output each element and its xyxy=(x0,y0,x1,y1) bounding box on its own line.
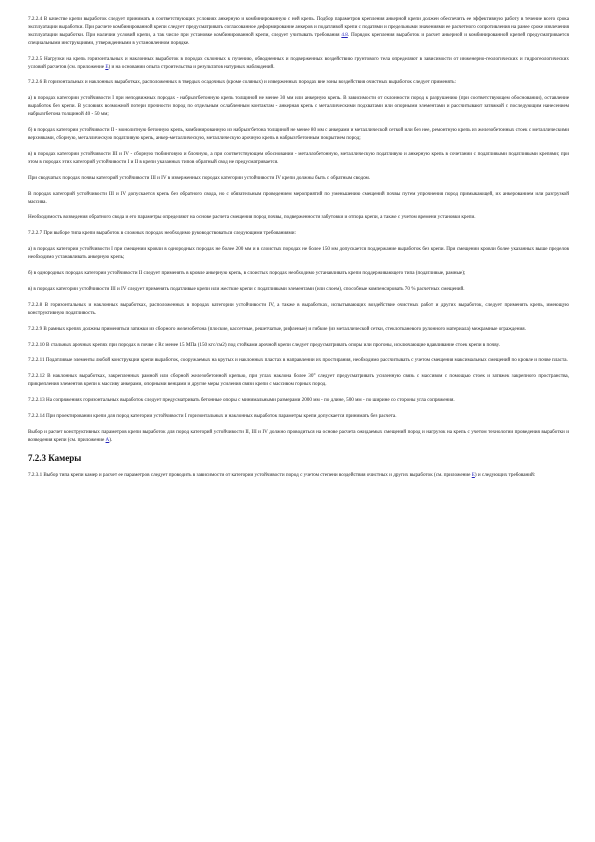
paragraph xyxy=(28,302,569,318)
paragraph xyxy=(28,429,569,445)
paragraph-text: 7.2.2.9 В рамных крепях должны применяться затяжки из сборного железобетона (плоские, кассетные, решетчатые, рифленые) и гибкие (из металлической сетки, стеклотканевого рулонного материала) межрамные ограждения. xyxy=(28,325,526,332)
paragraph xyxy=(28,79,569,87)
paragraph xyxy=(28,95,569,119)
paragraph-text: 7.2.2.12 В наклонных выработках, закрепленных рамной или сборной железобетонной крепью, при углах наклона более 30° следует предусматривать усиленную связь с массивом с помощью стоек и затяжек закрепного пространства, прикрепления элементов крепи к массиву анкерами, опорными венцами и другие меры усиления связи крепи с массивом горных пород. xyxy=(28,373,569,388)
paragraph xyxy=(28,191,569,207)
paragraph-text: б) в однородных породах категории устойчивости II следует применять в кровле анкерную крепь, в слоистых породах необходимо устанавливать крепи поддерживающего типа (податливые, рамные); xyxy=(28,270,466,277)
paragraph xyxy=(28,357,569,365)
reference-link[interactable]: 4.8 xyxy=(341,31,348,38)
paragraph-text: При сводчатых породах почвы категорий устойчивости III и IV в изверженных породах категории устойчивости IV крепи должны быть с обратным сводом. xyxy=(28,174,371,181)
paragraph xyxy=(28,56,569,72)
paragraph-text: Необходимость возведения обратного свода и его параметры определяют на основе расчета смещения пород почвы, подверженности забутовки и отпора крепи, а также с учетом времени установки крепи. xyxy=(28,214,476,221)
paragraph xyxy=(28,214,569,222)
paragraph-text: 7.2.2.4 В качестве крепи выработок следует принимать в соответствующих условиях анкерную и комбинированную с ней крепь. Подбор параметров крепления анкерной крепи должен обеспечить ее эффективную работу в течение всего срока эксплуатации выработки. При расчете комбинированной крепи следует предусматривать согласованное деформирование анкеров и податливой крепи с податями и предельными значениями ее расчетного сопротивления на ранее сроке извлечения эксплуатации выработки. При наличии условий крепи, а так числе при установке комбинированной крепи, следует учитывать требования xyxy=(28,16,569,38)
paragraph-text: 7.2.2.11 Податливые элементы любой конструкции крепи выработок, сооружаемых на крутых и наклонных пластах в направлении их простирания, необходимо рассчитывать с учетом смещения максимальных смещений по кровле и почве пласта. xyxy=(28,357,568,364)
paragraph xyxy=(28,373,569,389)
document-body xyxy=(28,16,569,488)
paragraph-text: а) в породах категории устойчивости I при смещении кровли в однородных породах не более 200 мм и в слоистых породах не более 150 мм допускается поддержание выработок без крепи. При смещении кровли более указанных выше пределов необходимо устанавливать анкерную крепь; xyxy=(28,246,569,261)
paragraph-text-tail: . Порядок крепления выработок и расчет анкерной и комбинированной крепей предусматривается специальными инструкциями, утвержденными в установленном порядке. xyxy=(28,31,569,46)
section-heading: 7.2.3 Камеры xyxy=(28,452,82,463)
paragraph xyxy=(28,326,569,334)
paragraph xyxy=(28,246,569,262)
paragraph xyxy=(28,175,569,183)
reference-link[interactable]: Е xyxy=(471,471,475,478)
paragraph-text-tail: ) и следующих требований: xyxy=(474,471,536,478)
paragraph xyxy=(28,230,569,238)
paragraph-text-tail: ) и на основании опыта строительства и результатов натурных наблюдений. xyxy=(108,63,275,70)
paragraph-text: 7.2.2.8 В горизонтальных и наклонных выработках, расположенных в породах категории устойчивости IV, а также в выработках, испытывающих воздействие очистных работ и других выработок, следует применять крепь, имеющую конструктивную податливость. xyxy=(28,301,569,316)
reference-link[interactable]: Е xyxy=(105,63,109,70)
paragraph xyxy=(28,16,569,48)
paragraph-text: в) в породах категории устойчивости III и IV - сборную тюбинговую и блочную, а при соответствующем обосновании - металлобетонную, металлическую податливую и анкерную крепь в сочетании с податливыми податливыми крепями; при этом в породах этих категорий устойчивости I и II в крепи указанных типов обратный свод не предусматривается. xyxy=(28,150,569,165)
paragraph-text: в) в породах категории устойчивости III и IV следует применять податливые крепи или жесткие крепи с податливыми элементами (или слоем), способные компенсировать 70 % расчетных смещений. xyxy=(28,285,465,292)
paragraph-text: Выбор и расчет конструктивных параметров крепи выработок для пород категорий устойчивости II, III и IV должно проводиться на основе расчета ожидаемых смещений пород и нагрузок на крепь с учетом технологии проведения выработки и возведения крепи (см. приложение xyxy=(28,429,569,443)
paragraph-text: 7.2.2.14 При проектировании крепи для пород категории устойчивости I горизонтальных и наклонных выработок параметры крепи допускается принимать без расчета. xyxy=(28,413,397,420)
paragraph xyxy=(28,472,569,480)
paragraph xyxy=(28,397,569,405)
paragraph-text: 7.2.2.13 На сопряжениях горизонтальных выработок следует предусматривать бетонные опоры с минимальными размерами 2000 мм - по длине, 500 мм - по ширине со стороны угла сопряжения. xyxy=(28,397,455,404)
paragraph xyxy=(28,151,569,167)
paragraph-text: 7.2.2.5 Нагрузки на крепь горизонтальных и наклонных выработок в породах склонных к пучению, обводненных и подверженных воздействию грунтового тела определяют в зависимости от инженерно-геологических и гидрогеологических условий расчетов (см. приложение xyxy=(28,55,569,70)
paragraph xyxy=(28,270,569,278)
paragraph xyxy=(28,342,569,350)
reference-link[interactable]: А xyxy=(105,436,110,443)
paragraph-text: 7.2.2.7 При выборе типа крепи выработок в сложных породах необходимо руководствоваться следующими требованиями: xyxy=(28,230,296,237)
paragraph-text: а) в породах категории устойчивости I при неподвижных породах - набрызгбетонную крепь толщиной не менее 30 мм или анкерную крепь. В зависимости от склонности пород к разрушению (при соответствующем обосновании), оставление выработок без крепи. В условиях возможной потери прочности пород по отдельным ослабленным контактам - анкерная крепь с металлическими подхватами или опорными элементами и рассчитывают затяжкой с последующим нанесением набрызгбетона толщиной 40 - 50 мм; xyxy=(28,95,569,118)
paragraph-text: В породах категорий устойчивости III и IV допускается крепь без обратного свода, но с обязательным проведением мероприятий по уменьшению смещений почвы путем упрочнения пород примыкающей, их анкерованием или разгрузкой массива. xyxy=(28,190,569,205)
paragraph-text-tail: ). xyxy=(109,436,113,443)
paragraph xyxy=(28,127,569,143)
paragraph-text: 7.2.2.6 В горизонтальных и наклонных выработках, расположенных в твердых осадочных (кроме соляных) и изверженных породах вне зоны воздействия очистных выработок следует применять: xyxy=(28,79,456,86)
paragraph xyxy=(28,413,569,421)
paragraph-text: б) в породах категории устойчивости II - монолитную бетонную крепь, комбинированную из набрызгбетона толщиной не менее 80 мм с анкерами и металлической сеткой или без нее, ремонтную крепь из железобетонных стоек с металлическими верхняками, сборную, металлическую податливую крепь, анкер-металлическую, металлическую арочную крепь в набрызгбетонным покрытием пород; xyxy=(28,127,569,141)
paragraph-text: 7.2.3.1 Выбор типа крепи камер и расчет ее параметров следует проводить в зависимости от категории устойчивости пород с учетом степени воздействия очистных и других выработок (см. приложение xyxy=(28,471,471,478)
paragraph-text: 7.2.2.10 В стальных арочных крепях при породах в почве с Rc менее 15 МПа (150 кгс/см2) под стойками арочной крепи следует предусматривать опоры или прогоны, исключающие вдавливание стоек крепи в почву. xyxy=(28,341,500,348)
paragraph xyxy=(28,286,569,294)
